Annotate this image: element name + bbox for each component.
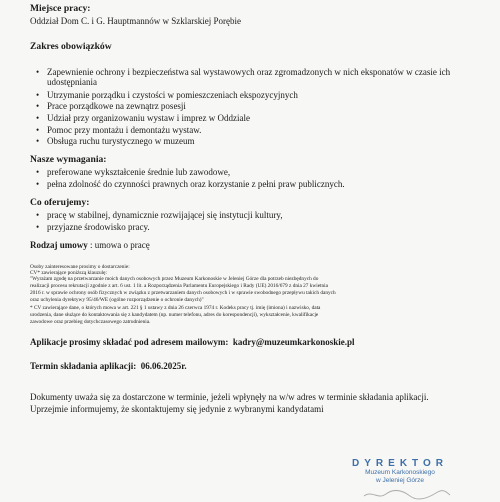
cv-note-line: zawodowe oraz przebieg dotychczasowego zatrudnienia. — [30, 319, 151, 325]
stamp-title: DYREKTOR — [352, 458, 448, 469]
bullet-icon: • — [36, 136, 40, 146]
note-line: Dokumenty uważa się za dostarczone w terminie, jeżeli wpłynęły na w/w adres w terminie składania aplikacji. — [30, 392, 429, 402]
bullet-icon: • — [36, 210, 40, 220]
consent-line: realizacji procesu rekrutacji zgodnie z art. 6 ust. 1 lit. a Rozporządzenia Parlamentu Europejskiego i Rady (UE) 2016/679 z dnia 27 kwietnia — [30, 283, 328, 289]
note-line: Uprzejmie informujemy, że skontaktujemy się jedynie z wybranymi kandydatami — [30, 404, 324, 414]
contract-label: Rodzaj umowy — [30, 240, 88, 250]
legal-cv: CV* zawierające poniższą klauzulę: — [30, 270, 107, 276]
consent-line: oraz uchylenia dyrektywy 95/46/WE (ogólne rozporządzenie o ochronie danych)" — [30, 297, 204, 303]
application-line — [30, 337, 355, 348]
cv-note-line: urodzenia, dane służące do kontaktowania się z kandydatem (np. numer telefonu, adres do korespondencji), wykształcenie, kwalifikacje — [30, 312, 319, 318]
duties-heading: Zakres obowiązków — [30, 41, 112, 52]
contract-line — [30, 240, 150, 251]
legal-intro: Osoby zainteresowane prosimy o dostarczenie: — [30, 264, 130, 270]
bullet-icon: • — [36, 222, 40, 232]
offer-heading: Co oferujemy: — [30, 197, 90, 208]
workplace-heading: Miejsce pracy: — [30, 3, 91, 14]
consent-line: 2016 r. w sprawie ochrony osób fizycznych w związku z przetwarzaniem danych osobowych i w sprawie swobodnego przepływu takich danych — [30, 290, 336, 296]
bullet-icon: • — [36, 167, 40, 177]
bullet-icon: • — [36, 101, 40, 111]
bullet-icon: • — [36, 113, 40, 123]
stamp-line: Muzeum Karkonoskiego — [365, 469, 435, 476]
deadline-date: 06.06.2025r. — [140, 361, 187, 371]
deadline-label: Termin składania aplikacji: — [30, 361, 137, 371]
cv-note-line: * CV zawierające dane, o których mowa w art. 221 § 1 ustawy z dnia 26 czerwca 1974 r. Kodeks pracy tj. imię (imiona) i nazwisko, data — [30, 305, 321, 311]
bullet-icon: • — [36, 125, 40, 135]
workplace-value: Oddział Dom C. i G. Hauptmannów w Szklarskiej Porębie — [30, 16, 241, 26]
bullet-icon: • — [36, 90, 40, 100]
signature-icon — [362, 488, 452, 500]
director-stamp — [340, 458, 460, 484]
contract-value: : umowa o pracę — [87, 240, 150, 250]
consent-line: "Wyrażam zgodę na przetwarzanie moich danych osobowych przez Muzeum Karkonoskie w Jeleniej Górze dla potrzeb niezbędnych do — [30, 276, 319, 282]
job-posting-page: Miejsce pracy: Oddział Dom C. i G. Hauptmannów w Szklarskiej Porębie Zakres obowiązków • Zapewnienie ochrony i bezpieczeństwa sal wystawowych oraz zgromadzonych w nich eksponatów w czasie ich udostępniania • Utrzymanie porządku i czystości w pomieszczeniach ekspozycyjnych • Prace porządkowe na zewnątrz posesji • Udział przy organizowaniu wystaw i imprez w Oddziale • Pomoc przy montażu i demontażu wystaw. • Obsługa ruchu turystycznego w muzeum Nasze wymagania: • preferowane wykształcenie średnie lub zawodowe, • pełna zdolność do czynności prawnych oraz korzystanie z pełni praw publicznych. Co oferujemy: • pracę w stabilnej, dynamicznie rozwijającej się instytucji kultury, • przyjazne środowisko pracy. Rodzaj umowy : umowa o pracę Osoby zainteresowane prosimy o dostarczenie: CV* zawierające poniższą klauzulę: "Wyrażam zgodę na przetwarzanie moich danych osobowych przez Muzeum Karkonoskie w Jeleniej Górze dla potrzeb niezbędnych do realizacji procesu rekrutacji zgodnie z art. 6 ust. 1 lit. a Rozporządzenia Parlamentu Europejskiego i Rady (UE) 2016/679 z dnia 27 kwietnia 2016 r. w sprawie ochrony osób fizycznych w związku z przetwarzaniem danych osobowych i w sprawie swobodnego przepływu takich danych oraz uchylenia dyrektywy 95/46/WE (ogólne rozporządzenie o ochronie danych)" * CV zawierające dane, o których mowa w art. 221 § 1 ustawy z dnia 26 czerwca 1974 r. Kodeks pracy tj. imię (imiona) i nazwisko, data urodzenia, dane służące do kontaktowania się z kandydatem (np. numer telefonu, adres do korespondencji), wykształcenie, kwalifikacje zawodowe oraz przebieg dotychczasowego zatrudnienia. Aplikacje prosimy składać pod adresem mailowym: kadry@muzeumkarkonoskie.pl Termin składania aplikacji: 06.06.2025r. Dokumenty uważa się za dostarczone w terminie, jeżeli wpłynęły na w/w adres w terminie składania aplikacji. Uprzejmie informujemy, że skontaktujemy się jedynie z wybranymi kandydatami DYREKTOR Muzeum Karkonoskiego w Jeleniej Górze — [0, 0, 500, 500]
deadline-line — [30, 361, 187, 372]
requirements-heading: Nasze wymagania: — [30, 154, 107, 165]
bullet-icon: • — [36, 67, 40, 77]
stamp-line: w Jeleniej Górze — [375, 476, 425, 484]
application-email: kadry@muzeumkarkonoskie.pl — [232, 337, 355, 347]
bullet-icon: • — [36, 179, 40, 189]
application-text: Aplikacje prosimy składać pod adresem mailowym: — [30, 337, 229, 347]
